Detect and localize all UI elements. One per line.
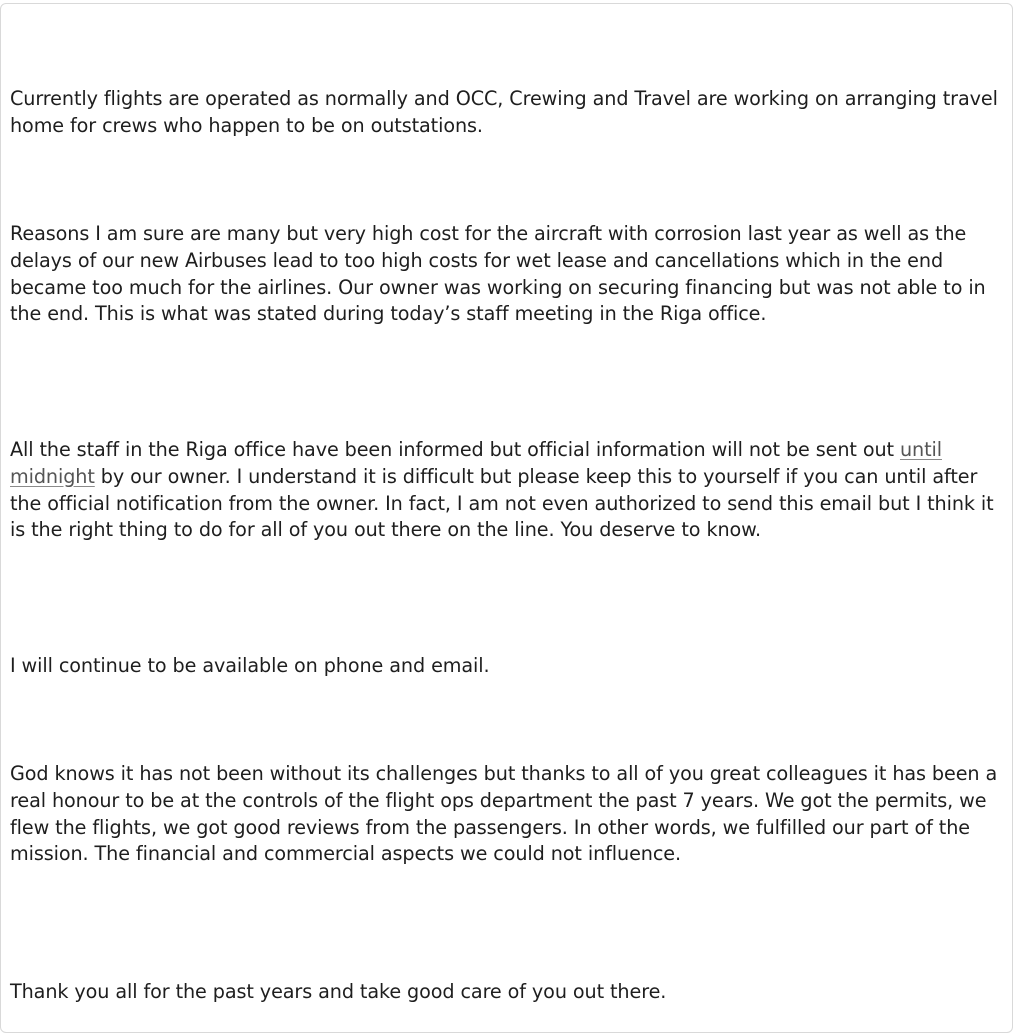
paragraph-reasons: Reasons I am sure are many but very high cost for the aircraft with corrosion last year as well as the delays of our new Airbuses lead to too high costs for wet lease and cancellations which in the end became too much for the airlines. Our owner was working on securing financing but was not able to in the end. This is what was stated during today’s staff meeting in the Riga office. xyxy=(10,222,986,326)
paragraph-availability: I will continue to be available on phone and email. xyxy=(10,654,490,677)
paragraph-flights-operated: Currently flights are operated as normally and OCC, Crewing and Travel are working on arranging travel home for crews who happen to be on outstations. xyxy=(10,87,998,137)
paragraph-staff-informed-text-1: All the staff in the Riga office have been informed but official information will not be sent out xyxy=(10,438,900,461)
paragraph-staff-informed xyxy=(10,437,1000,544)
paragraph-gratitude: God knows it has not been without its challenges but thanks to all of you great colleagues it has been a real honour to be at the controls of the flight ops department the past 7 years. We got the permits, we flew the flights, we got good reviews from the passengers. In other words, we fulfilled our part of the mission. The financial and commercial aspects we could not influence. xyxy=(10,762,998,866)
paragraph-thank-you: Thank you all for the past years and take good care of you out there. xyxy=(10,980,667,1003)
until-midnight-link[interactable]: until midnight xyxy=(10,438,942,488)
paragraph-staff-informed-text-2: by our owner. I understand it is difficult but please keep this to yourself if you can until after the official notification from the owner. In fact, I am not even authorized to send this email but I think it is the right thing to do for all of you out there on the line. You deserve to know. xyxy=(10,464,994,542)
